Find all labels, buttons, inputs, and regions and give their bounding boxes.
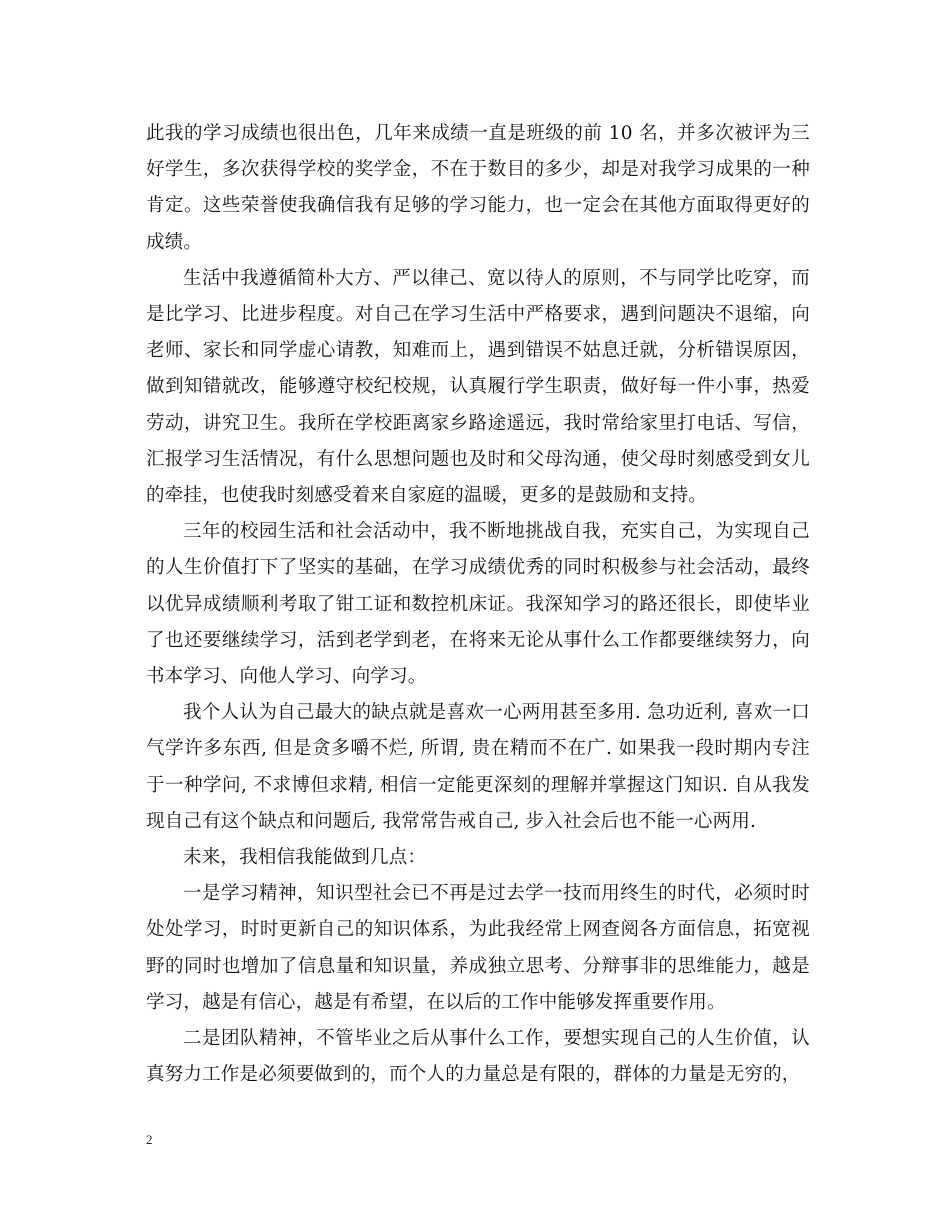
page-number: 2 bbox=[146, 1132, 153, 1147]
paragraph-6: 一是学习精神，知识型社会已不再是过去学一技而用终生的时代，必须时时处处学习，时时更新自己的知识体系，为此我经常上网查阅各方面信息，拓宽视野的同时也增加了信息量和知识量，养成独立思考、分辩事非的思维能力，越是学习，越是有信心，越是有希望，在以后的工作中能够发挥重要作用。 bbox=[146, 883, 810, 1013]
paragraph-4: 我个人认为自己最大的缺点就是喜欢一心两用甚至多用. 急功近利, 喜欢一口气学许多东西, 但是贪多嚼不烂, 所谓, 贵在精而不在广. 如果我一段时期内专注于一种学问, 不求博但求精, 相信一定能更深刻的理解并掌握这门知识. 自从我发现自己有这个缺点和问题后, 我常常告戒自己, 步入社会后也不能一心两用. bbox=[146, 702, 810, 832]
document-body bbox=[146, 116, 810, 1093]
paragraph-2: 生活中我遵循简朴大方、严以律己、宽以待人的原则，不与同学比吃穿，而是比学习、比进步程度。对自己在学习生活中严格要求，遇到问题决不退缩，向老师、家长和同学虚心请教，知难而上，遇到错误不姑息迁就，分析错误原因，做到知错就改，能够遵守校纪校规，认真履行学生职责，做好每一件小事，热爱劳动，讲究卫生。我所在学校距离家乡路途遥远，我时常给家里打电话、写信，汇报学习生活情况，有什么思想问题也及时和父母沟通，使父母时刻感受到女儿的牵挂，也使我时刻感受着来自家庭的温暖，更多的是鼓励和支持。 bbox=[146, 267, 810, 507]
paragraph-7: 二是团队精神，不管毕业之后从事什么工作，要想实现自己的人生价值，认真努力工作是必须要做到的，而个人的力量总是有限的，群体的力量是无穷的， bbox=[146, 1028, 810, 1086]
paragraph-3: 三年的校园生活和社会活动中，我不断地挑战自我，充实自己，为实现自己的人生价值打下了坚实的基础，在学习成绩优秀的同时积极参与社会活动，最终以优异成绩顺利考取了钳工证和数控机床证。我深知学习的路还很长，即使毕业了也还要继续学习，活到老学到老，在将来无论从事什么工作都要继续努力，向书本学习、向他人学习、向学习。 bbox=[146, 521, 810, 688]
paragraph-1: 此我的学习成绩也很出色，几年来成绩一直是班级的前 10 名，并多次被评为三好学生，多次获得学校的奖学金，不在于数目的多少，却是对我学习成果的一种肯定。这些荣誉使我确信我有足够的学习能力，也一定会在其他方面取得更好的成绩。 bbox=[146, 123, 810, 253]
paragraph-5: 未来，我相信我能做到几点： bbox=[183, 847, 427, 869]
